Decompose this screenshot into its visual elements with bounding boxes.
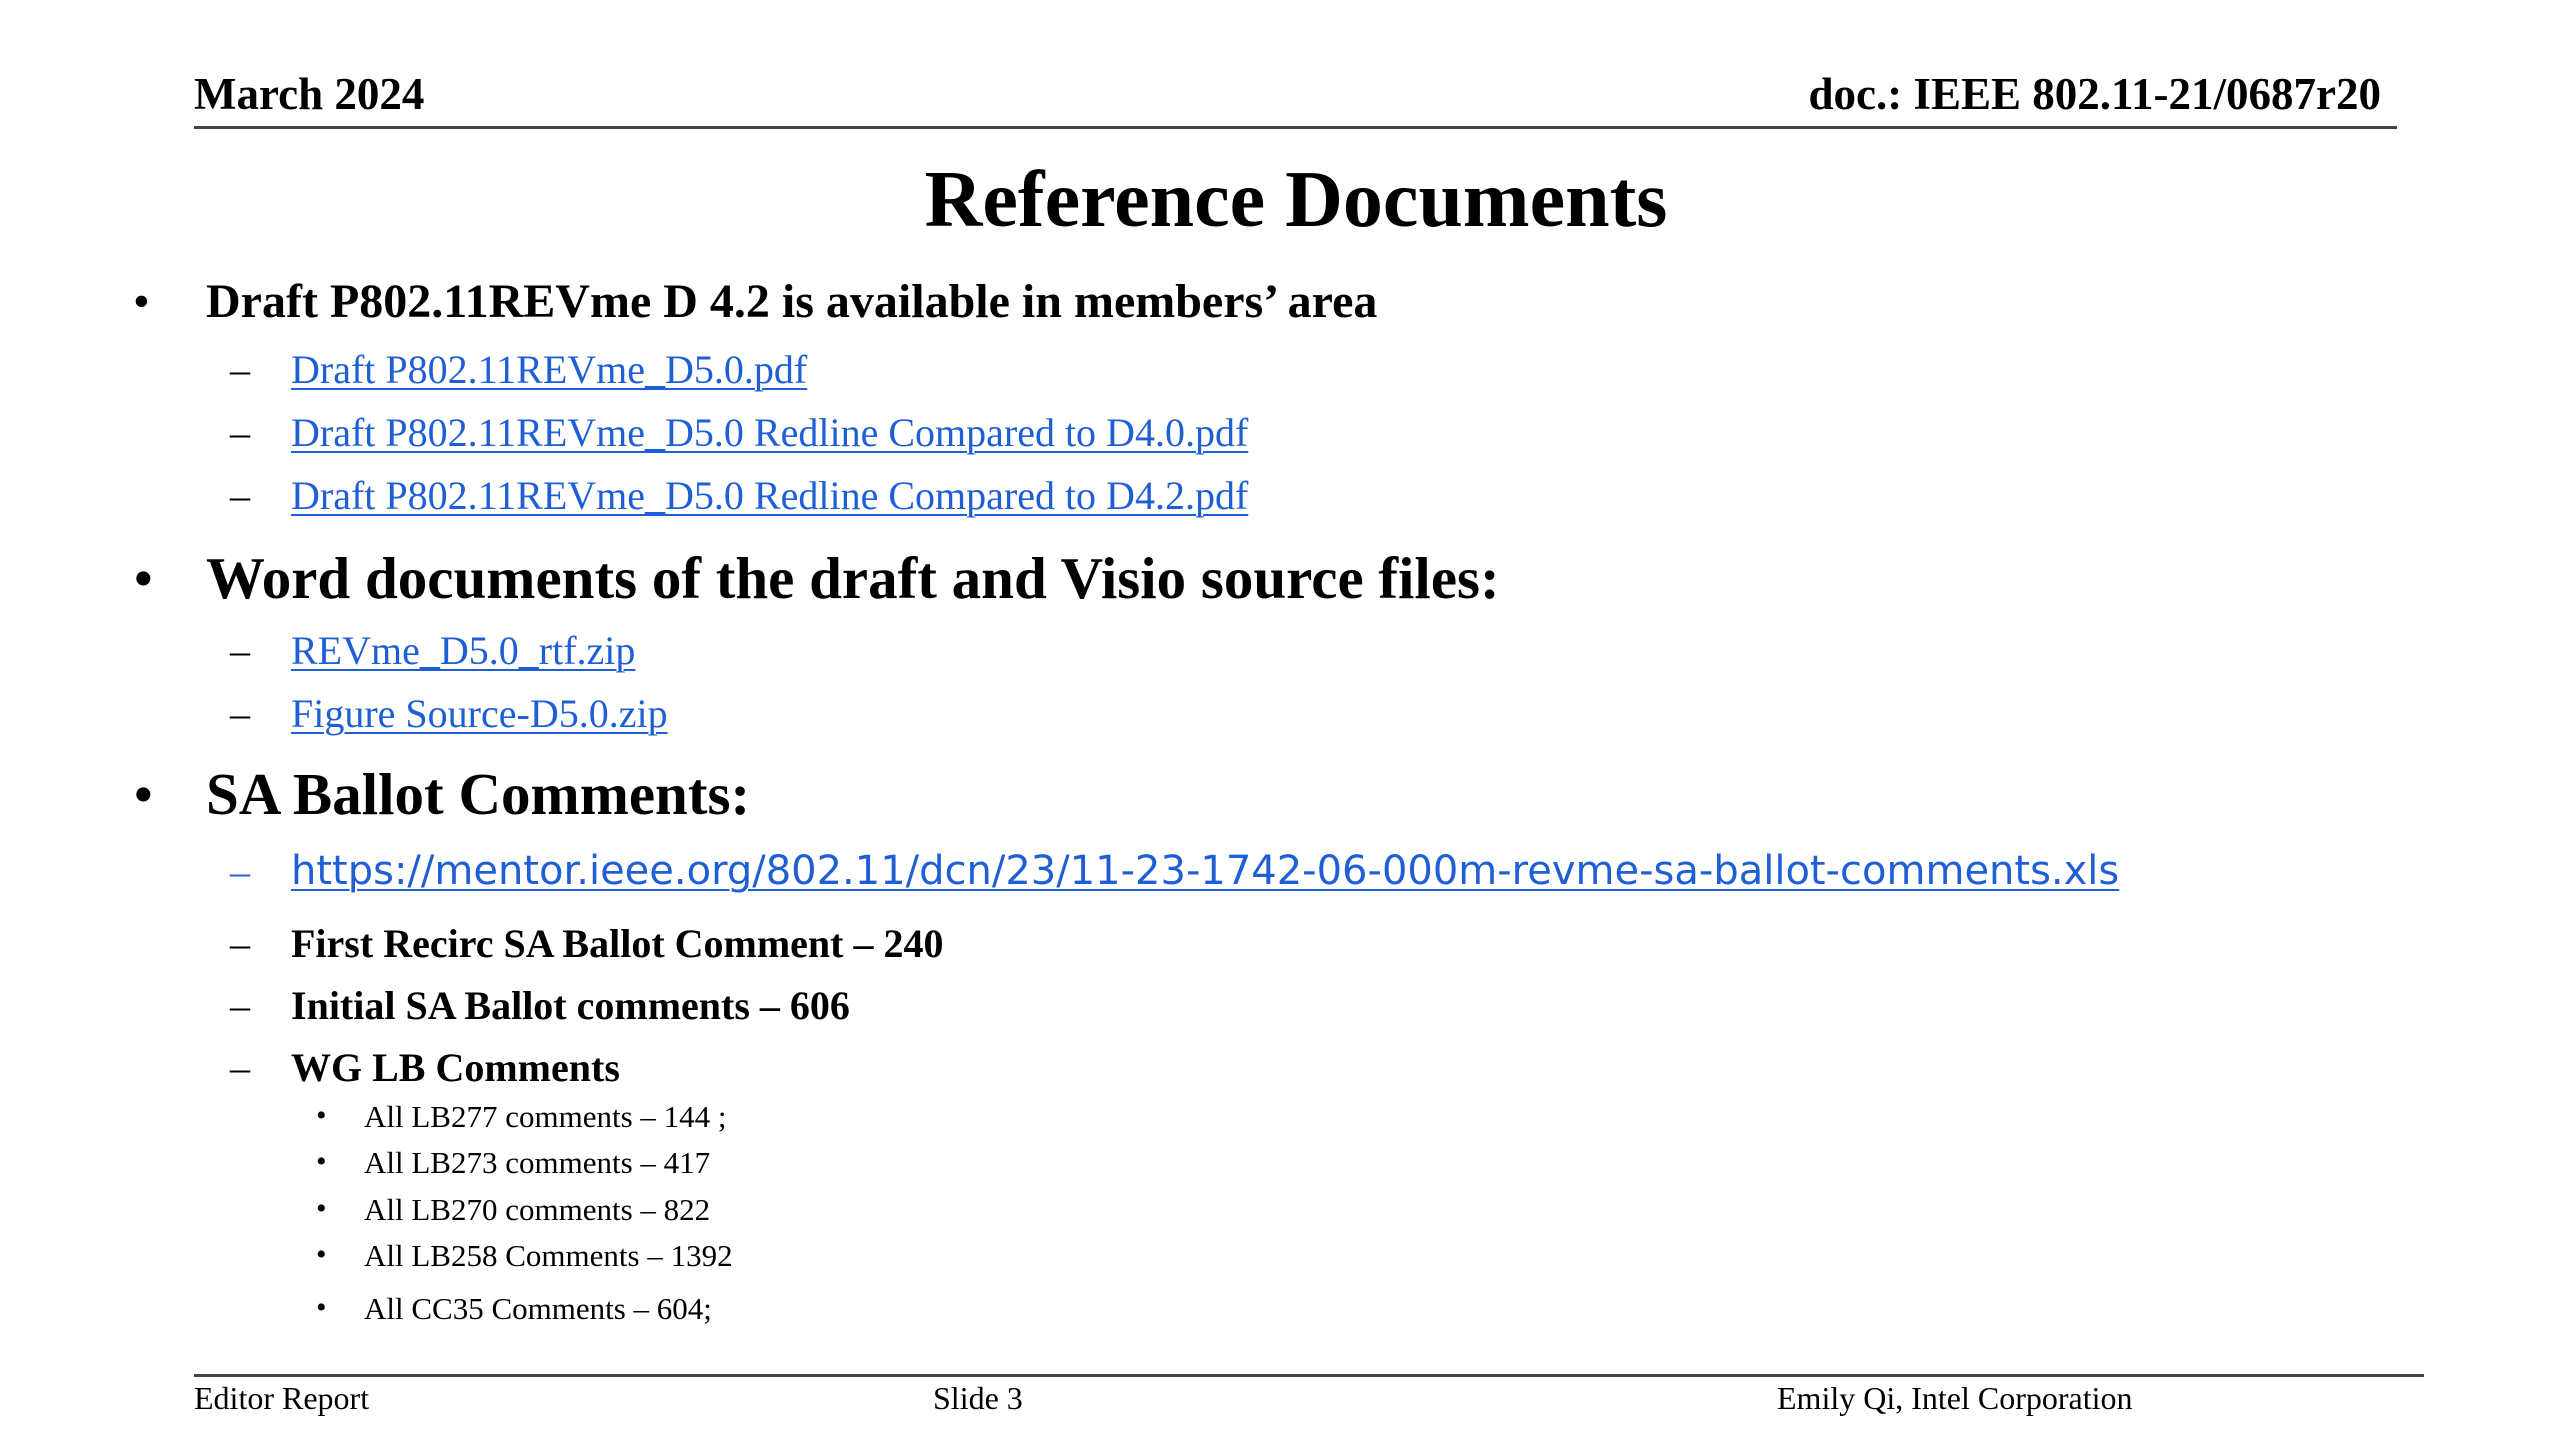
- initial-sa-count: Initial SA Ballot comments – 606: [291, 983, 850, 1028]
- footer-author: Emily Qi, Intel Corporation: [1777, 1380, 2133, 1416]
- header-divider: [194, 126, 2397, 129]
- bullet-marker: •: [133, 761, 154, 827]
- dash-marker: –: [230, 410, 250, 455]
- bullet-sa-ballot-comments: SA Ballot Comments:: [206, 761, 751, 827]
- lb277-count: All LB277 comments – 144 ;: [364, 1099, 727, 1134]
- link-draft-d5-pdf[interactable]: Draft P802.11REVme_D5.0.pdf: [291, 347, 808, 392]
- bullet-marker: •: [133, 275, 150, 328]
- footer-divider: [194, 1374, 2424, 1377]
- dash-marker: –: [230, 849, 250, 894]
- bullet-word-documents: Word documents of the draft and Visio source files:: [206, 545, 1500, 611]
- lb258-count: All LB258 Comments – 1392: [364, 1238, 733, 1273]
- dash-marker: –: [230, 983, 250, 1028]
- lb273-count: All LB273 comments – 417: [364, 1145, 711, 1180]
- sub-bullet-marker: •: [316, 1145, 327, 1178]
- dash-marker: –: [230, 628, 250, 673]
- cc35-count: All CC35 Comments – 604;: [364, 1291, 712, 1326]
- bullet-marker: •: [133, 545, 154, 611]
- header-date: March 2024: [194, 69, 425, 119]
- dash-marker: –: [230, 347, 250, 392]
- sub-bullet-marker: •: [316, 1192, 327, 1225]
- footer-slide-number: Slide 3: [933, 1380, 1023, 1416]
- sub-bullet-marker: •: [316, 1238, 327, 1271]
- first-recirc-count: First Recirc SA Ballot Comment – 240: [291, 921, 944, 966]
- sub-bullet-marker: •: [316, 1291, 327, 1324]
- dash-marker: –: [230, 1045, 250, 1090]
- page-title: Reference Documents: [924, 156, 1668, 244]
- lb270-count: All LB270 comments – 822: [364, 1192, 711, 1227]
- bullet-draft-availability: Draft P802.11REVme D 4.2 is available in members’ area: [206, 275, 1378, 328]
- link-redline-d4-2[interactable]: Draft P802.11REVme_D5.0 Redline Compared to D4.2.pdf: [291, 473, 1249, 518]
- dash-marker: –: [230, 921, 250, 966]
- dash-marker: –: [230, 691, 250, 736]
- link-sa-ballot-comments-xls[interactable]: https://mentor.ieee.org/802.11/dcn/23/11-23-1742-06-000m-revme-sa-ballot-comments.xls: [291, 848, 2120, 894]
- link-revme-rtf-zip[interactable]: REVme_D5.0_rtf.zip: [291, 628, 636, 673]
- sub-bullet-marker: •: [316, 1099, 327, 1132]
- link-redline-d4-0[interactable]: Draft P802.11REVme_D5.0 Redline Compared to D4.0.pdf: [291, 410, 1249, 455]
- footer-left: Editor Report: [194, 1380, 370, 1416]
- wg-lb-comments-heading: WG LB Comments: [291, 1045, 620, 1090]
- link-figure-source-zip[interactable]: Figure Source-D5.0.zip: [291, 691, 668, 736]
- dash-marker: –: [230, 473, 250, 518]
- header-doc-id: doc.: IEEE 802.11-21/0687r20: [1808, 69, 2381, 119]
